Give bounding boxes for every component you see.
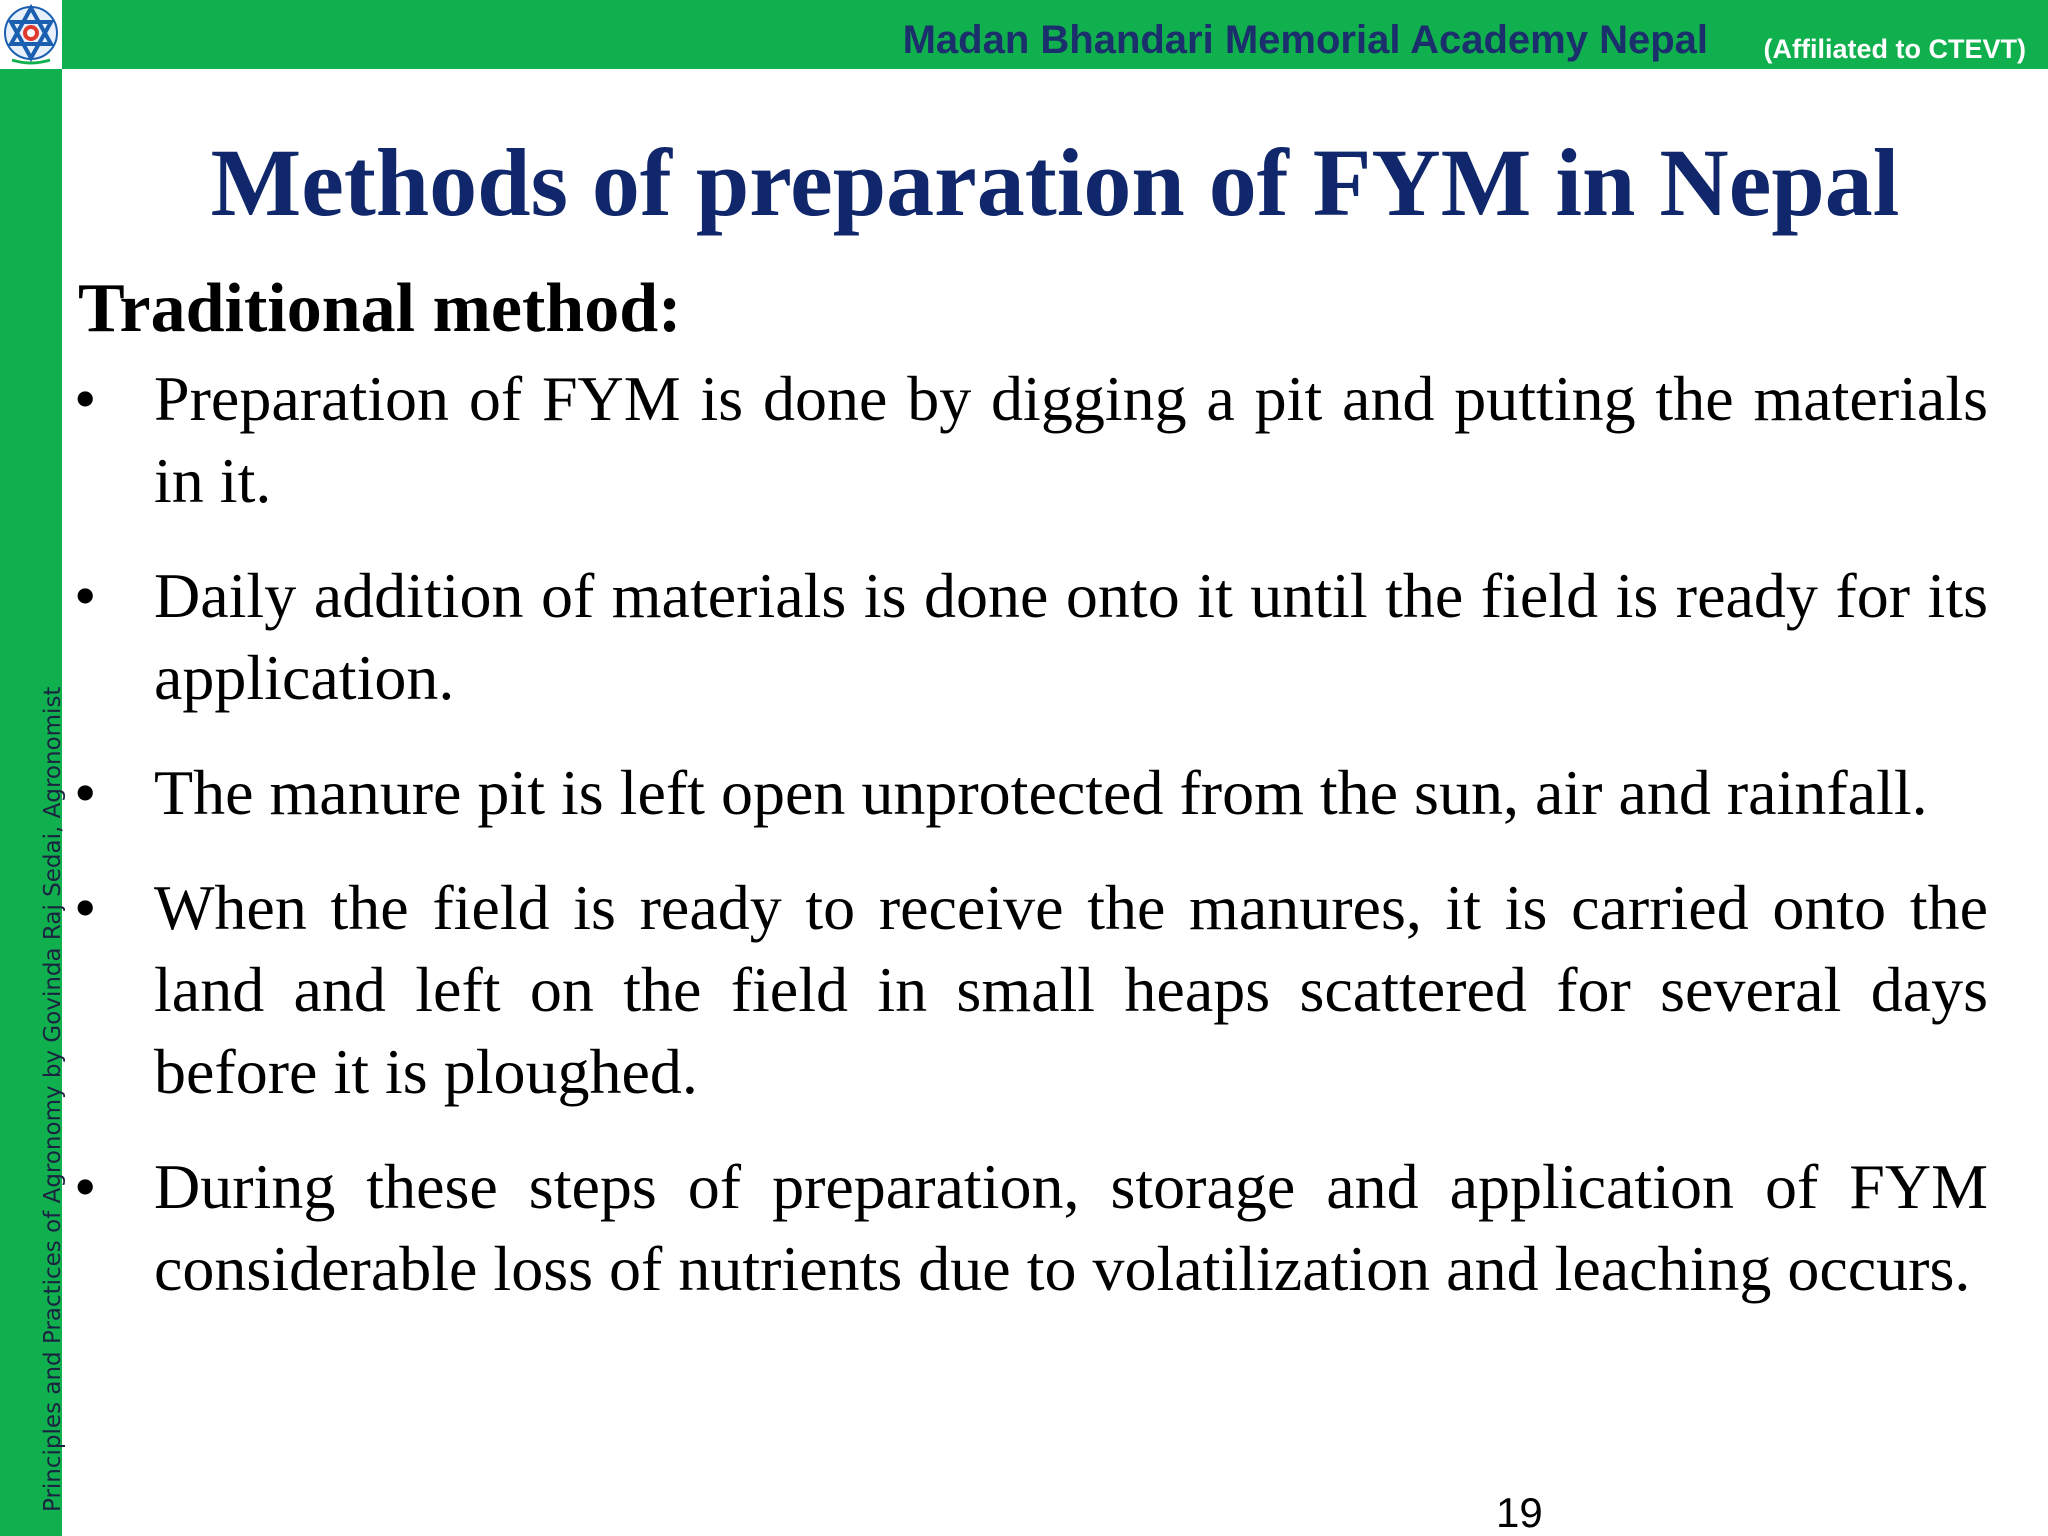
affiliation-label: (Affiliated to CTEVT) <box>1763 34 2026 64</box>
bullet-item <box>74 358 1988 522</box>
bullet-marker: • <box>74 1151 97 1222</box>
bullet-item <box>74 752 1988 834</box>
bullet-text: During these steps of preparation, storage and application of FYM considerable loss of nutrients due to volatilization and leaching occurs. <box>154 1151 1988 1304</box>
star-emblem-icon <box>0 0 62 69</box>
bullet-marker: • <box>74 757 97 828</box>
bullet-text: The manure pit is left open unprotected from the sun, air and rainfall. <box>154 757 1928 828</box>
organization-name: Madan Bhandari Memorial Academy Nepal <box>902 18 1708 62</box>
bullet-item <box>74 555 1988 719</box>
academy-logo <box>0 0 62 69</box>
bullet-marker: • <box>74 872 97 943</box>
bullet-marker: • <box>74 560 97 631</box>
bullet-text: Daily addition of materials is done onto it until the field is ready for its application. <box>154 560 1988 713</box>
slide-title: Methods of preparation of FYM in Nepal <box>210 129 1900 236</box>
bullet-text: Preparation of FYM is done by digging a pit and putting the materials in it. <box>154 363 1988 516</box>
bullet-list <box>74 358 1988 1343</box>
bullet-item <box>74 867 1988 1113</box>
page-number: 19 <box>1496 1489 1543 1536</box>
bullet-item <box>74 1146 1988 1310</box>
section-subheading: Traditional method: <box>78 270 682 347</box>
sidebar-credit-text: Principles and Practices of Agronomy by Govinda Raj Sedai, Agronomist <box>40 686 66 1512</box>
bullet-text: When the field is ready to receive the manures, it is carried onto the land and left on the field in small heaps scattered for several days before it is ploughed. <box>154 872 1988 1107</box>
bullet-marker: • <box>74 363 97 434</box>
